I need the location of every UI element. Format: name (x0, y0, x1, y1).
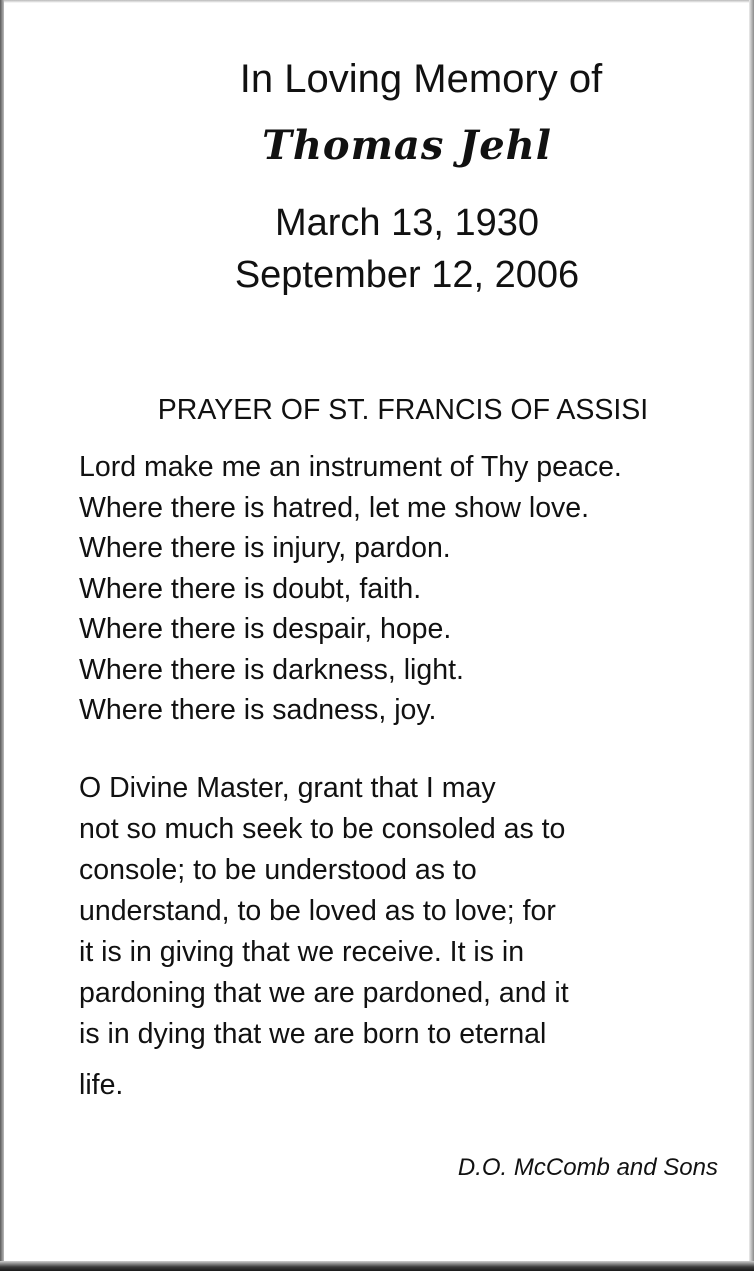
prayer-title: PRAYER OF ST. FRANCIS OF ASSISI (157, 394, 649, 426)
prayer-verse: Lord make me an instrument of Thy peace. (79, 451, 622, 483)
prayer-closing-line: is in dying that we are born to eternal (79, 1018, 547, 1050)
prayer-closing-line: not so much seek to be consoled as to (79, 813, 566, 845)
prayer-verse: Where there is sadness, joy. (79, 694, 437, 726)
prayer-verse: Where there is injury, pardon. (79, 532, 451, 564)
prayer-closing (79, 768, 569, 1106)
death-date: September 12, 2006 (234, 254, 580, 296)
prayer-closing-line: console; to be understood as to (79, 854, 477, 886)
prayer-closing-line: it is in giving that we receive. It is in (79, 936, 525, 968)
funeral-home-credit: D.O. McComb and Sons (457, 1154, 718, 1181)
prayer-closing-line: O Divine Master, grant that I may (79, 772, 496, 804)
prayer-verse: Where there is darkness, light. (79, 653, 464, 686)
prayer-verse: Where there is despair, hope. (79, 613, 452, 645)
prayer-verses (79, 447, 622, 731)
prayer-closing-line: pardoning that we are pardoned, and it (79, 977, 569, 1009)
prayer-verse: Where there is hatred, let me show love. (79, 491, 590, 524)
prayer-closing-line: life. (79, 1069, 124, 1101)
card-left-edge (0, 0, 4, 1271)
deceased-name: Thomas Jehl (262, 122, 552, 169)
card-bottom-edge (0, 1261, 754, 1271)
memorial-intro: In Loving Memory of (239, 57, 603, 101)
prayer-closing-line: understand, to be loved as to love; for (79, 895, 556, 927)
card-right-edge (749, 0, 754, 1271)
card-top-edge (0, 0, 754, 3)
birth-date: March 13, 1930 (274, 202, 540, 244)
prayer-verse: Where there is doubt, faith. (79, 572, 422, 605)
